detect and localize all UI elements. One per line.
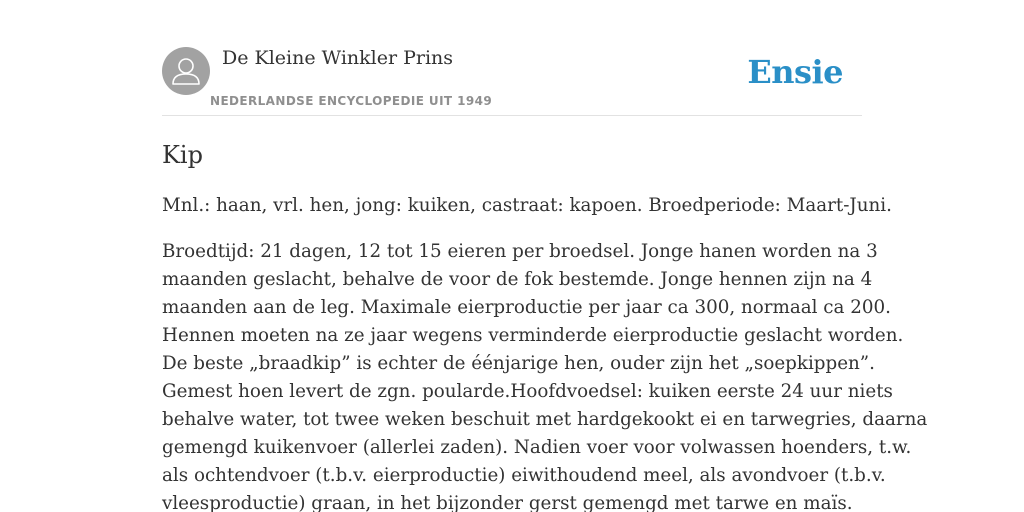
article-title: Kip bbox=[162, 141, 203, 169]
author-subtitle: NEDERLANDSE ENCYCLOPEDIE UIT 1949 bbox=[210, 94, 493, 108]
text-line: maanden geslacht, behalve de voor de fok bestemde. Jonge hennen zijn na 4 bbox=[162, 269, 873, 290]
text-line: Mnl.: haan, vrl. hen, jong: kuiken, castraat: kapoen. Broedperiode: Maart-Juni. bbox=[162, 195, 892, 216]
text-line: Gemest hoen levert de zgn. poularde.Hoofdvoedsel: kuiken eerste 24 uur niets bbox=[162, 381, 893, 402]
text-line: Broedtijd: 21 dagen, 12 tot 15 eieren per broedsel. Jonge hanen worden na 3 bbox=[162, 241, 878, 262]
text-line: maanden aan de leg. Maximale eierproductie per jaar ca 300, normaal ca 200. bbox=[162, 297, 891, 318]
brand-logo[interactable]: Ensie bbox=[747, 53, 843, 91]
text-line: Hennen moeten na ze jaar wegens verminderde eierproductie geslacht worden. bbox=[162, 325, 904, 346]
paragraph-2 bbox=[162, 238, 928, 512]
text-line: behalve water, tot twee weken beschuit met hardgekookt ei en tarwegries, daarna bbox=[162, 409, 928, 430]
author-name[interactable]: De Kleine Winkler Prins bbox=[222, 47, 454, 69]
text-line: vleesproductie) graan, in het bijzonder gerst gemengd met tarwe en maïs. bbox=[162, 493, 853, 512]
article-body bbox=[162, 192, 928, 512]
text-line: als ochtendvoer (t.b.v. eierproductie) eiwithoudend meel, als avondvoer (t.b.v. bbox=[162, 465, 886, 486]
source-header bbox=[162, 46, 862, 116]
text-line: gemengd kuikenvoer (allerlei zaden). Nadien voer voor volwassen hoenders, t.w. bbox=[162, 437, 912, 458]
paragraph-1 bbox=[162, 192, 892, 220]
user-silhouette-icon bbox=[162, 47, 210, 95]
author-avatar[interactable] bbox=[162, 47, 210, 95]
text-line: De beste „braadkip” is echter de éénjarige hen, ouder zijn het „soepkippen”. bbox=[162, 353, 875, 374]
